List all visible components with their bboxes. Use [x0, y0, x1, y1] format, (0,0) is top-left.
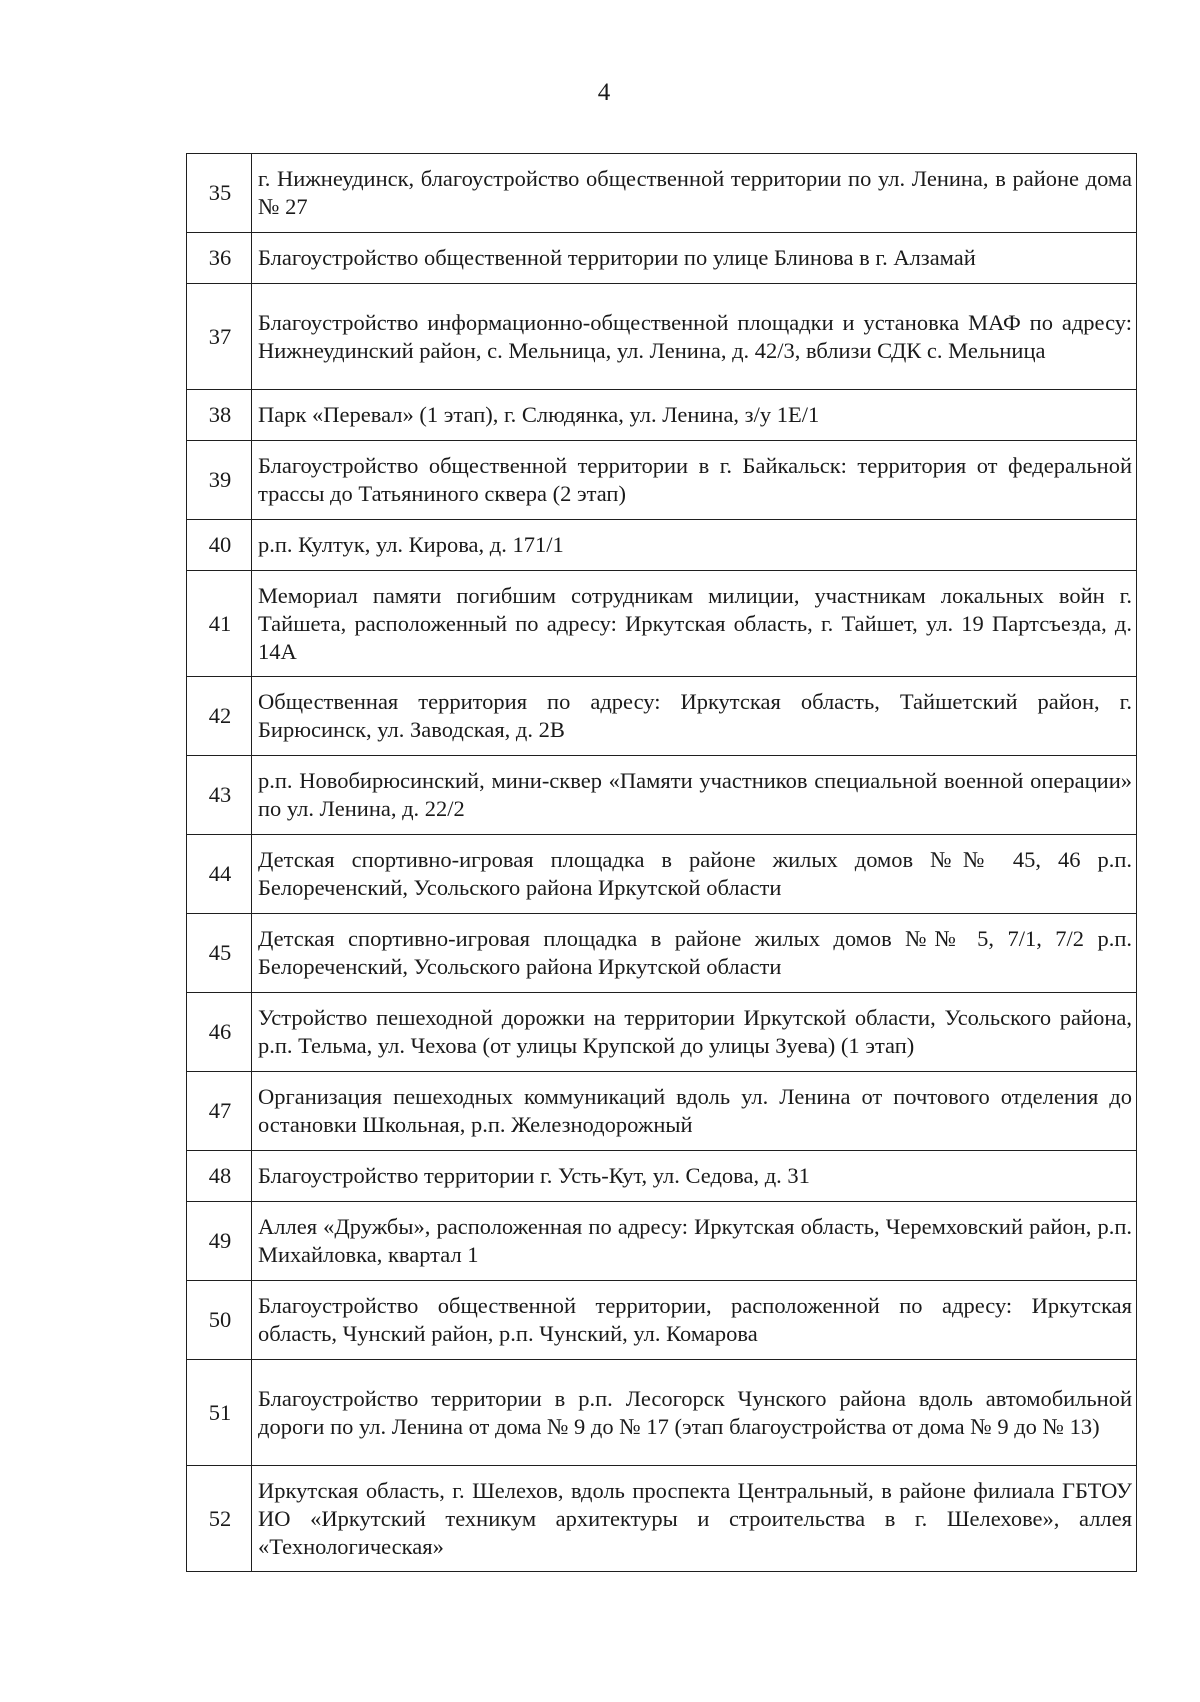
row-description: Детская спортивно-игровая площадка в районе жилых домов №№ 45, 46 р.п. Белореченский, Усольского района Иркутской области	[252, 835, 1137, 914]
row-number: 42	[187, 677, 252, 756]
table-row	[187, 1202, 1137, 1281]
table-row	[187, 1072, 1137, 1151]
row-number: 47	[187, 1072, 252, 1151]
table-row	[187, 756, 1137, 835]
row-number: 37	[187, 284, 252, 390]
row-number: 49	[187, 1202, 252, 1281]
row-description: Благоустройство территории в р.п. Лесогорск Чунского района вдоль автомобильной дороги по ул. Ленина от дома № 9 до № 17 (этап благоустройства от дома № 9 до № 13)	[252, 1360, 1137, 1466]
table-row	[187, 993, 1137, 1072]
row-number: 50	[187, 1281, 252, 1360]
table-row	[187, 233, 1137, 284]
row-number: 51	[187, 1360, 252, 1466]
row-description: р.п. Новобирюсинский, мини-сквер «Памяти участников специальной военной операции» по ул. Ленина, д. 22/2	[252, 756, 1137, 835]
row-description: Общественная территория по адресу: Иркутская область, Тайшетский район, г. Бирюсинск, ул. Заводская, д. 2В	[252, 677, 1137, 756]
row-number: 40	[187, 520, 252, 571]
row-description: Благоустройство общественной территории, расположенной по адресу: Иркутская область, Чунский район, р.п. Чунский, ул. Комарова	[252, 1281, 1137, 1360]
table-row	[187, 1281, 1137, 1360]
table-row	[187, 571, 1137, 677]
table-row	[187, 284, 1137, 390]
table-row	[187, 154, 1137, 233]
page-number: 4	[597, 79, 611, 106]
table-row	[187, 441, 1137, 520]
row-description: р.п. Култук, ул. Кирова, д. 171/1	[252, 520, 1137, 571]
row-number: 35	[187, 154, 252, 233]
row-description: Благоустройство информационно-общественной площадки и установка МАФ по адресу: Нижнеудинский район, с. Мельница, ул. Ленина, д. 42/3, вблизи СДК с. Мельница	[252, 284, 1137, 390]
row-number: 44	[187, 835, 252, 914]
row-description: Организация пешеходных коммуникаций вдоль ул. Ленина от почтового отделения до остановки Школьная, р.п. Железнодорожный	[252, 1072, 1137, 1151]
row-number: 52	[187, 1466, 252, 1572]
row-number: 38	[187, 390, 252, 441]
row-number: 48	[187, 1151, 252, 1202]
row-description: Благоустройство общественной территории по улице Блинова в г. Алзамай	[252, 233, 1137, 284]
row-description: Иркутская область, г. Шелехов, вдоль проспекта Центральный, в районе филиала ГБТОУ ИО «Иркутский техникум архитектуры и строительства в г. Шелехове», аллея «Технологическая»	[252, 1466, 1137, 1572]
row-description: Мемориал памяти погибшим сотрудникам милиции, участникам локальных войн г. Тайшета, расположенный по адресу: Иркутская область, г. Тайшет, ул. 19 Партсъезда, д. 14А	[252, 571, 1137, 677]
row-description: Парк «Перевал» (1 этап), г. Слюдянка, ул. Ленина, з/у 1Е/1	[252, 390, 1137, 441]
objects-table	[186, 153, 1137, 1572]
row-description: Благоустройство общественной территории в г. Байкальск: территория от федеральной трассы до Татьяниного сквера (2 этап)	[252, 441, 1137, 520]
row-number: 41	[187, 571, 252, 677]
row-description: Детская спортивно-игровая площадка в районе жилых домов №№ 5, 7/1, 7/2 р.п. Белореченский, Усольского района Иркутской области	[252, 914, 1137, 993]
row-number: 45	[187, 914, 252, 993]
table-row	[187, 677, 1137, 756]
table-row	[187, 914, 1137, 993]
row-description: г. Нижнеудинск, благоустройство общественной территории по ул. Ленина, в районе дома № 27	[252, 154, 1137, 233]
table-row	[187, 1360, 1137, 1466]
table-row	[187, 390, 1137, 441]
table-row	[187, 1151, 1137, 1202]
row-number: 36	[187, 233, 252, 284]
table-row	[187, 1466, 1137, 1572]
table-row	[187, 835, 1137, 914]
row-number: 39	[187, 441, 252, 520]
row-description: Благоустройство территории г. Усть-Кут, ул. Седова, д. 31	[252, 1151, 1137, 1202]
row-description: Аллея «Дружбы», расположенная по адресу: Иркутская область, Черемховский район, р.п. Михайловка, квартал 1	[252, 1202, 1137, 1281]
row-description: Устройство пешеходной дорожки на территории Иркутской области, Усольского района, р.п. Тельма, ул. Чехова (от улицы Крупской до улицы Зуева) (1 этап)	[252, 993, 1137, 1072]
row-number: 43	[187, 756, 252, 835]
table-row	[187, 520, 1137, 571]
row-number: 46	[187, 993, 252, 1072]
